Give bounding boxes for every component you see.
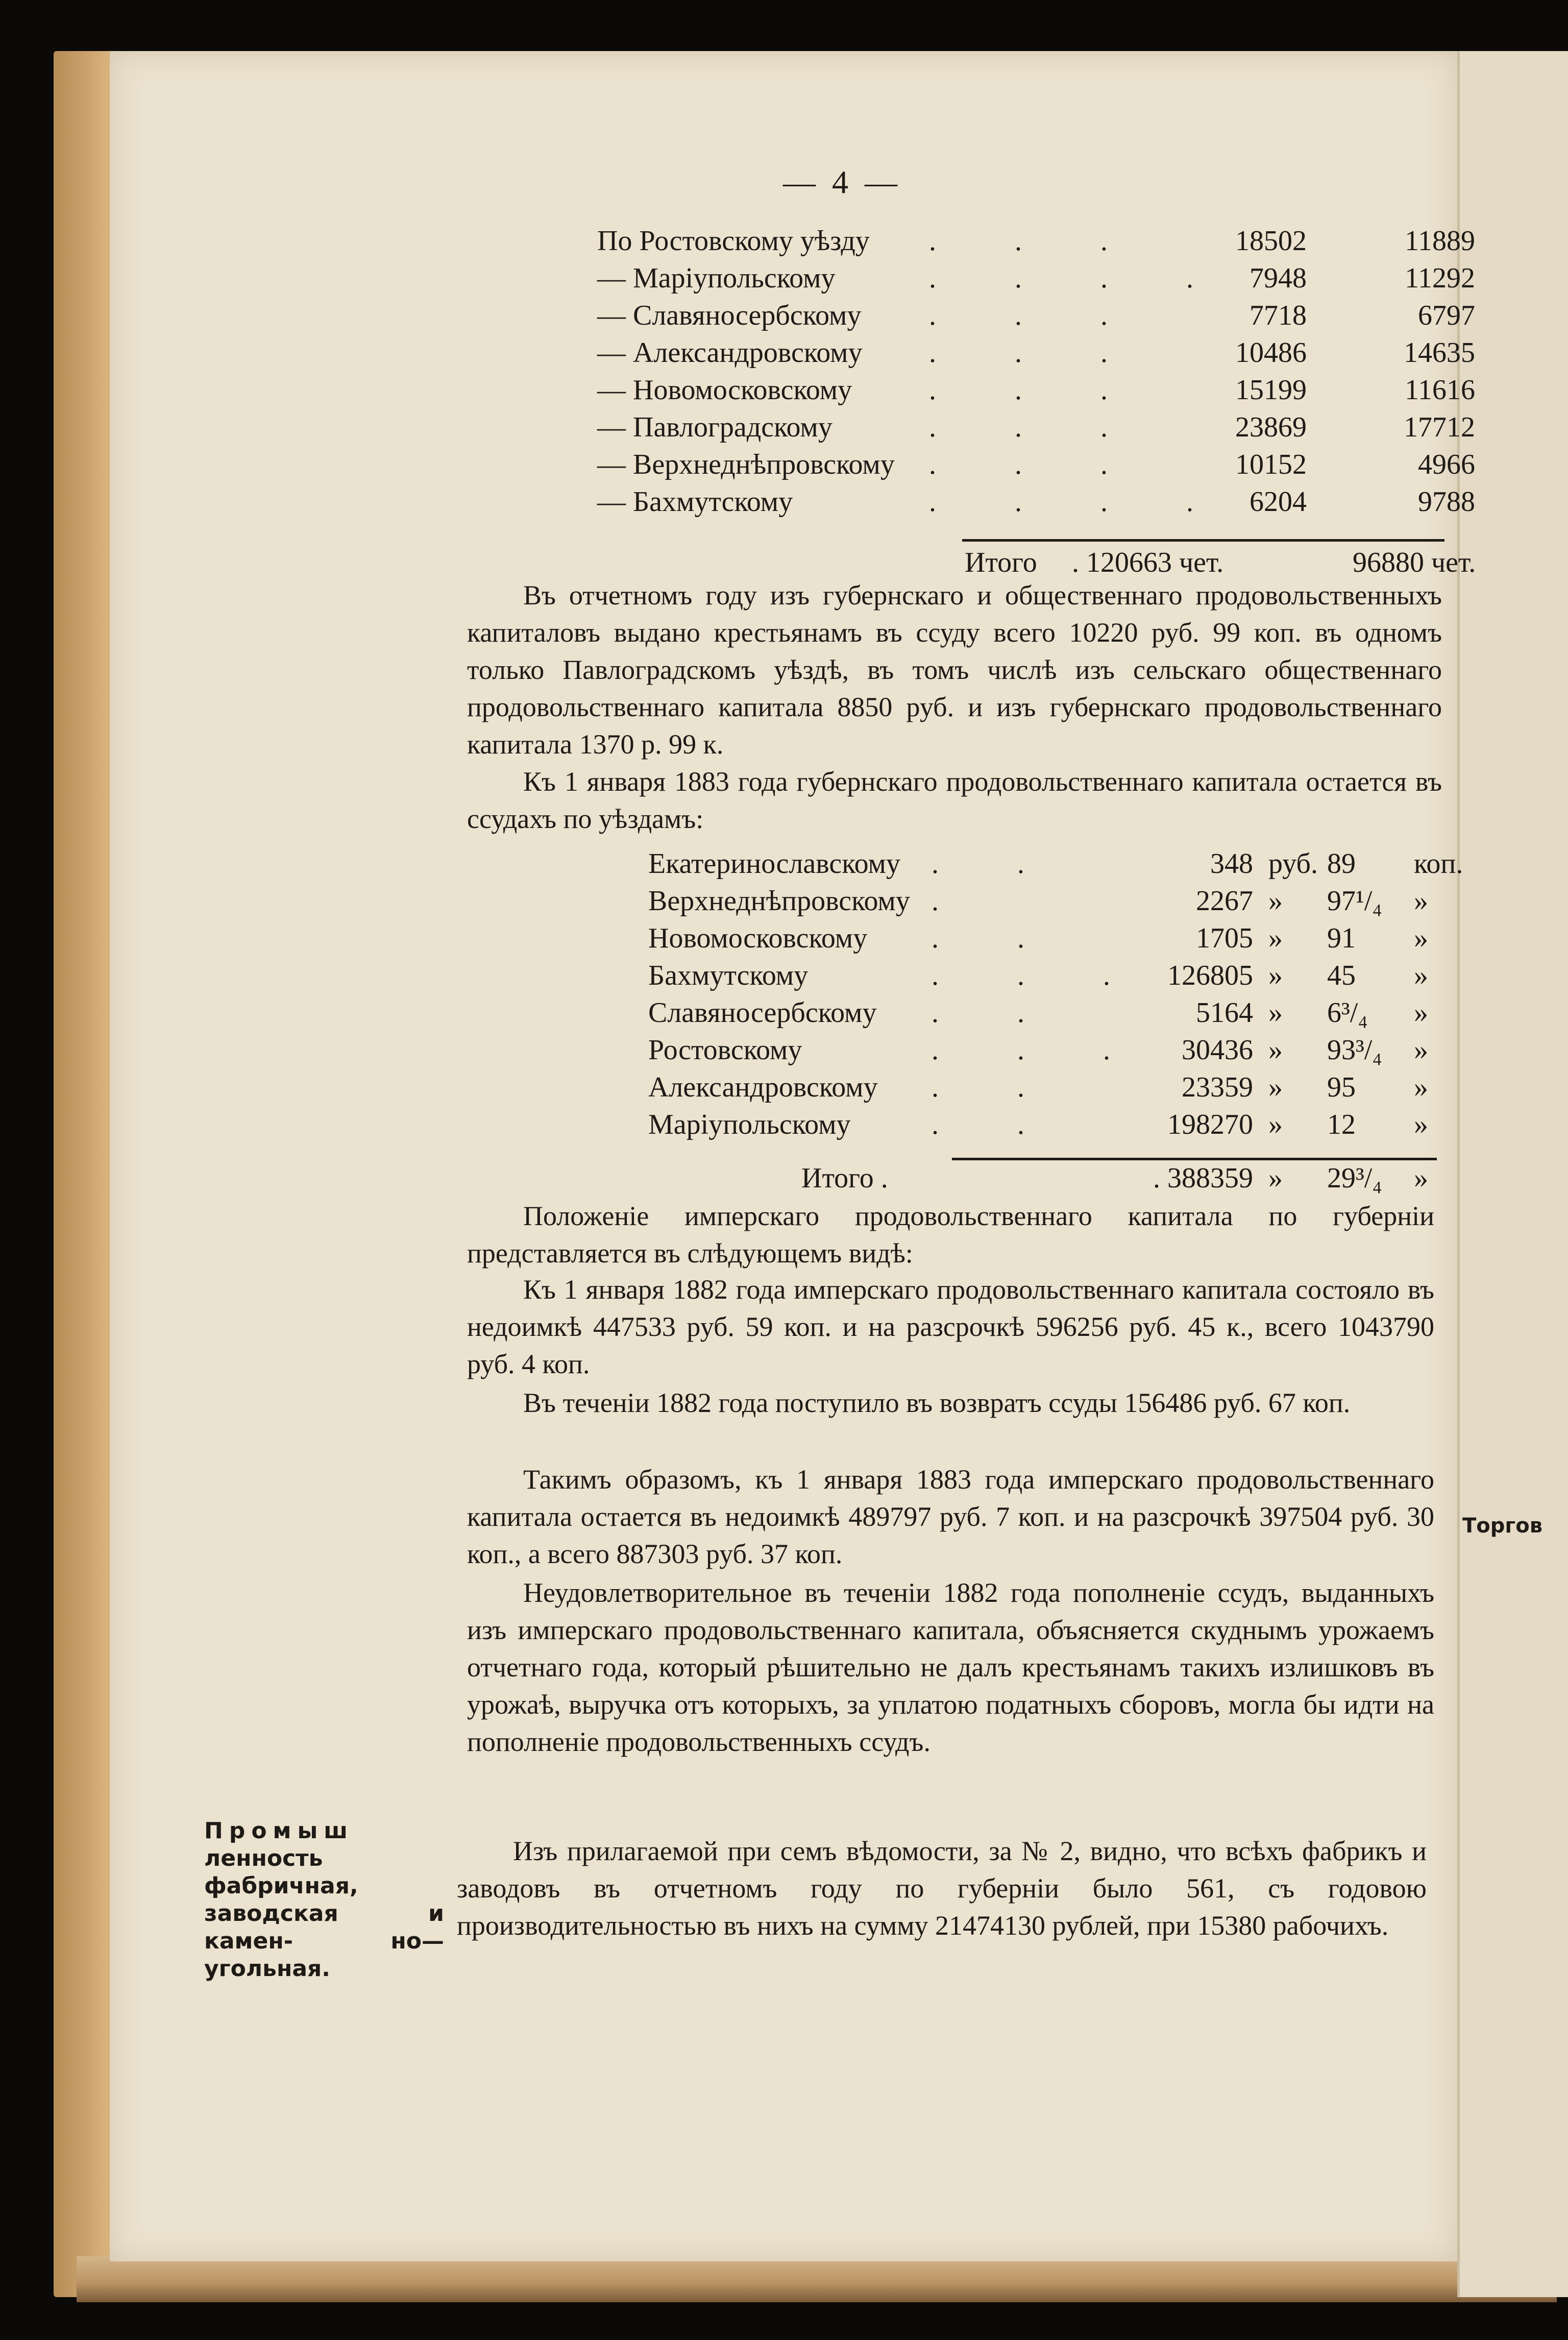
table-row	[648, 996, 1428, 1034]
paragraph: Неудовлетворительное въ теченіи 1882 года пополненіе ссудъ, выданныхъ изъ имперскаго продовольственнаго капитала, объясняется скуднымъ урожаемъ отчетнаго года, который рѣшительно не далъ крестьянамъ такихъ излишковъ въ урожаѣ, выручка отъ которыхъ, за уплатою податныхъ сборовъ, могла бы идти на пополненіе продовольственныхъ ссудъ.	[467, 1577, 1434, 1757]
rubles-value: 126805	[1167, 960, 1253, 991]
kopecks-value: 45	[1327, 960, 1356, 991]
paragraph: Къ 1 января 1882 года имперскаго продовольственнаго капитала состояло въ недоимкѣ 447533 руб. 59 коп. и на разсрочкѣ 596256 руб. 45 к., всего 1043790 руб. 4 коп.	[467, 1274, 1434, 1379]
rubles-value: 23359	[1182, 1071, 1253, 1103]
row-label: Ростовскому	[648, 1034, 802, 1066]
value-col2: 11292	[1405, 262, 1475, 294]
total-col1: . 120663 чет.	[1072, 547, 1224, 578]
rubles-unit: руб.	[1268, 848, 1318, 880]
kopecks-value: 93³/₄	[1327, 1034, 1382, 1066]
row-label: Александровскому	[648, 1071, 878, 1103]
table-row	[648, 922, 1428, 959]
kopecks-unit: »	[1414, 1109, 1428, 1140]
rubles-unit: »	[1268, 960, 1283, 991]
rubles-unit: »	[1268, 1109, 1283, 1140]
rubles-value: 30436	[1182, 1034, 1253, 1066]
kopecks-value: 6³/₄	[1327, 997, 1368, 1029]
value-col2: 11889	[1405, 225, 1475, 257]
total-label: Итого .	[801, 1162, 888, 1194]
total-label: Итого	[965, 547, 1037, 578]
row-label: — Павлоградскому	[597, 411, 832, 443]
paragraph: Положеніе имперскаго продовольственнаго капитала по губерніи представляется въ слѣдующемъ видѣ:	[467, 1201, 1434, 1269]
leader-dots: . .	[932, 1071, 1060, 1103]
adjacent-page-margin-word: Торгов	[1462, 1514, 1543, 1538]
total-rule	[952, 1158, 1437, 1160]
value-col1: 18502	[1235, 225, 1307, 257]
leader-dots: .	[932, 885, 974, 917]
value-col1: 6204	[1250, 486, 1307, 518]
table-total-row	[648, 1162, 1465, 1203]
paragraph: Въ отчетномъ году изъ губернскаго и общественнаго продовольственныхъ капиталовъ выдано крестьянамъ въ ссуду всего 10220 руб. 99 коп. въ одномъ только Павлоградскомъ уѣздѣ, въ томъ числѣ изъ сельскаго общественнаго продовольственнаго капитала 8850 руб. и изъ губернскаго продовольственнаго капитала 1370 р. 99 к.	[467, 580, 1442, 760]
table-row	[648, 1034, 1428, 1071]
row-label: Верхнеднѣпровскому	[648, 885, 910, 917]
rubles-unit: »	[1268, 1071, 1283, 1103]
kopecks-unit: »	[1414, 1034, 1428, 1066]
kopecks-unit: »	[1414, 922, 1428, 954]
value-col1: 23869	[1235, 411, 1307, 443]
kopecks-unit: »	[1414, 1071, 1428, 1103]
table-row	[597, 411, 1475, 448]
leader-dots: . .	[932, 848, 1060, 880]
rubles-value: 198270	[1167, 1109, 1253, 1140]
table-row	[648, 959, 1428, 996]
kopecks-unit: »	[1414, 885, 1428, 917]
value-col1: 15199	[1235, 374, 1307, 406]
table-row	[648, 847, 1463, 885]
table-row	[597, 448, 1475, 485]
table-row	[597, 374, 1475, 411]
kopecks-unit: »	[1414, 997, 1428, 1029]
total-kopecks: 29³/₄	[1327, 1162, 1382, 1194]
table-row	[597, 485, 1475, 523]
value-col2: 4966	[1418, 449, 1475, 480]
leader-dots: . . .	[929, 300, 1143, 331]
rubles-unit: »	[1268, 885, 1283, 917]
table-row	[597, 262, 1475, 299]
leader-dots: . . .	[929, 374, 1143, 406]
loans-table	[648, 847, 1463, 1145]
leader-dots: . .	[932, 1109, 1060, 1140]
total-col2: 96880 чет.	[1353, 547, 1476, 578]
total-rubles: . 388359	[1153, 1162, 1253, 1194]
margin-heading-rest: ленность фабричная, заводская и камен- но—угольная.	[204, 1845, 444, 1982]
row-label: Бахмутскому	[648, 960, 808, 991]
value-col2: 17712	[1404, 411, 1475, 443]
value-col1: 7718	[1250, 300, 1307, 331]
leader-dots: . .	[932, 997, 1060, 1029]
leader-dots: . . .	[929, 337, 1143, 369]
row-label: — Новомосковскому	[597, 374, 852, 406]
district-table	[597, 225, 1475, 523]
kopecks-value: 12	[1327, 1109, 1356, 1140]
value-col1: 10152	[1235, 449, 1307, 480]
rubles-value: 1705	[1196, 922, 1253, 954]
paragraph: Къ 1 января 1883 года губернскаго продовольственнаго капитала остается въ ссудахъ по уѣздамъ:	[467, 766, 1442, 834]
rubles-value: 5164	[1196, 997, 1253, 1029]
row-label: — Верхнеднѣпровскому	[597, 449, 895, 480]
row-label: Маріупольскому	[648, 1109, 851, 1140]
row-label: Славяносербскому	[648, 997, 877, 1029]
leader-dots: . . .	[932, 960, 1146, 991]
table-row	[597, 336, 1475, 374]
table-row	[648, 1071, 1428, 1108]
row-label: — Александровскому	[597, 337, 863, 369]
table-row	[648, 1108, 1428, 1145]
leader-dots: . . .	[932, 1034, 1146, 1066]
row-label: По Ростовскому уѣзду	[597, 225, 870, 257]
rubles-value: 348	[1210, 848, 1253, 880]
value-col1: 7948	[1250, 262, 1307, 294]
kopecks-value: 97¹/₄	[1327, 885, 1382, 917]
row-label: — Бахмутскому	[597, 486, 793, 518]
kopecks-unit: коп.	[1414, 848, 1463, 880]
value-col1: 10486	[1235, 337, 1307, 369]
page-number: — 4 —	[783, 164, 901, 200]
rubles-value: 2267	[1196, 885, 1253, 917]
kopecks-value: 95	[1327, 1071, 1356, 1103]
kopecks-value: 89	[1327, 848, 1356, 880]
book-bottom-edge	[77, 2256, 1557, 2302]
table-row	[597, 299, 1475, 336]
leader-dots: . . . .	[929, 262, 1229, 294]
paragraph: Такимъ образомъ, къ 1 января 1883 года имперскаго продовольственнаго капитала остается въ недоимкѣ 489797 руб. 7 коп. и на разсрочкѣ 397504 руб. 30 коп., а всего 887303 руб. 37 коп.	[467, 1464, 1434, 1569]
paragraph: Изъ прилагаемой при семъ вѣдомости, за № 2, видно, что всѣхъ фабрикъ и заводовъ въ отчетномъ году по губерніи было 561, съ годовою производительностью въ нихъ на сумму 21474130 рублей, при 15380 рабочихъ.	[457, 1836, 1427, 1941]
row-label: — Маріупольскому	[597, 262, 836, 294]
leader-dots: . . .	[929, 225, 1143, 257]
paragraph: Въ теченіи 1882 года поступило въ возвратъ ссуды 156486 руб. 67 коп.	[523, 1387, 1351, 1418]
total-kopecks-unit: »	[1414, 1162, 1428, 1194]
margin-heading-first: Промыш	[204, 1818, 354, 1844]
table-row	[597, 225, 1475, 262]
rubles-unit: »	[1268, 1034, 1283, 1066]
leader-dots: . . .	[929, 411, 1143, 443]
leader-dots: . . .	[929, 449, 1143, 480]
rubles-unit: »	[1268, 997, 1283, 1029]
value-col2: 6797	[1418, 300, 1475, 331]
margin-heading	[204, 1817, 444, 1983]
kopecks-unit: »	[1414, 960, 1428, 991]
leader-dots: . . . .	[929, 486, 1229, 518]
row-label: Новомосковскому	[648, 922, 868, 954]
kopecks-value: 91	[1327, 922, 1356, 954]
leader-dots: . .	[932, 922, 1060, 954]
total-rubles-unit: »	[1268, 1162, 1283, 1194]
table-row	[648, 885, 1428, 922]
rubles-unit: »	[1268, 922, 1283, 954]
value-col2: 9788	[1418, 486, 1475, 518]
row-label: Екатеринославскому	[648, 848, 900, 880]
row-label: — Славяносербскому	[597, 300, 862, 331]
total-rule	[962, 539, 1444, 542]
value-col2: 14635	[1404, 337, 1475, 369]
value-col2: 11616	[1405, 374, 1475, 406]
